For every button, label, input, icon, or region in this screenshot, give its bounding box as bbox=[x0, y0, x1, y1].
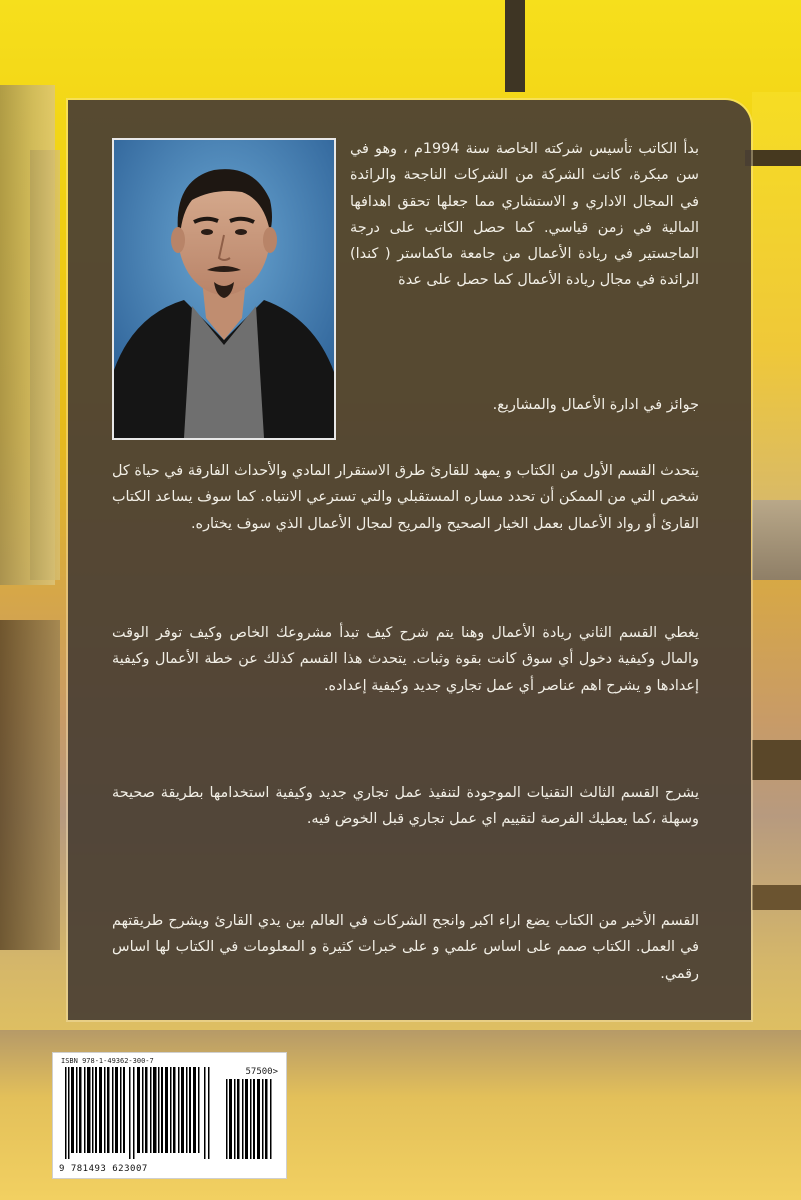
barcode-addon-icon bbox=[225, 1079, 275, 1159]
final-section-description: القسم الأخير من الكتاب يضع اراء اكبر وانجح الشركات في العالم بين يدي القارئ ويشرح طريقتهم في العمل. الكتاب صمم على اساس علمي و على خبرات كثيرة و المعلومات في الكتاب لها اساس رقمي. bbox=[112, 913, 699, 982]
background-window-frame bbox=[752, 885, 801, 910]
section-two-description: يغطي القسم الثاني ريادة الأعمال وهنا يتم شرح كيف تبدأ مشروعك الخاص وكيف توفر الوقت والمال وكيفية دخول أي سوق كانت بقوة وثبات. يتحدث هذا القسم كذلك عن خطة الأعمال وكيفية إعدادها و يشرح اهم عناصر أي عمل تجاري جديد وكيفية إعداده. bbox=[112, 625, 699, 694]
background-furniture bbox=[0, 620, 60, 950]
background-window-frame bbox=[752, 740, 801, 780]
author-bio-text-end: جوائز في ادارة الأعمال والمشاريع. bbox=[492, 397, 699, 413]
isbn-barcode bbox=[52, 1052, 287, 1179]
background-city bbox=[752, 500, 801, 580]
background-window-frame bbox=[745, 150, 801, 166]
section-one-description: يتحدث القسم الأول من الكتاب و يمهد للقارئ طرق الاستقرار المادي والأحداث الفارقة في حياة كل شخص التي من الممكن أن تحدد مساره المستقبلي والتي تسترعي الانتباه. كما سوف يساعد الكتاب القارئ أو رواد الأعمال بعمل الخيار الصحيح والمريح لمجال الأعمال الذي سوف يختاره. bbox=[112, 463, 699, 532]
section-three-description: يشرح القسم الثالث التقنيات الموجودة لتنفيذ عمل تجاري جديد وكيفية استخدامها بطريقة صحيحة وسهلة ،كما يعطيك الفرصة لتقييم اي عمل تجاري قبل الخوض فيه. bbox=[112, 785, 699, 828]
background-building bbox=[30, 150, 60, 580]
isbn-number: 9 781493 623007 bbox=[59, 1164, 148, 1174]
price-code: 57500> bbox=[245, 1067, 278, 1077]
background-window-frame bbox=[505, 0, 525, 92]
text-panel bbox=[68, 100, 751, 1020]
isbn-label: ISBN 978-1-49362-300-7 bbox=[61, 1057, 154, 1065]
barcode-icon bbox=[63, 1067, 213, 1159]
author-bio-text: بدأ الكاتب تأسيس شركته الخاصة سنة 1994م ، وهو في سن مبكرة، كانت الشركة من الشركات الناجحة والرائدة في المجال الاداري و الاستشاري مما جعلها تحقق اهدافها المالية في زمن قياسي. كما حصل الكاتب على درجة الماجستير في ريادة الأعمال من جامعة ماكماستر ( كندا) الرائدة في مجال ريادة الأعمال كما حصل على عدة bbox=[350, 141, 699, 289]
